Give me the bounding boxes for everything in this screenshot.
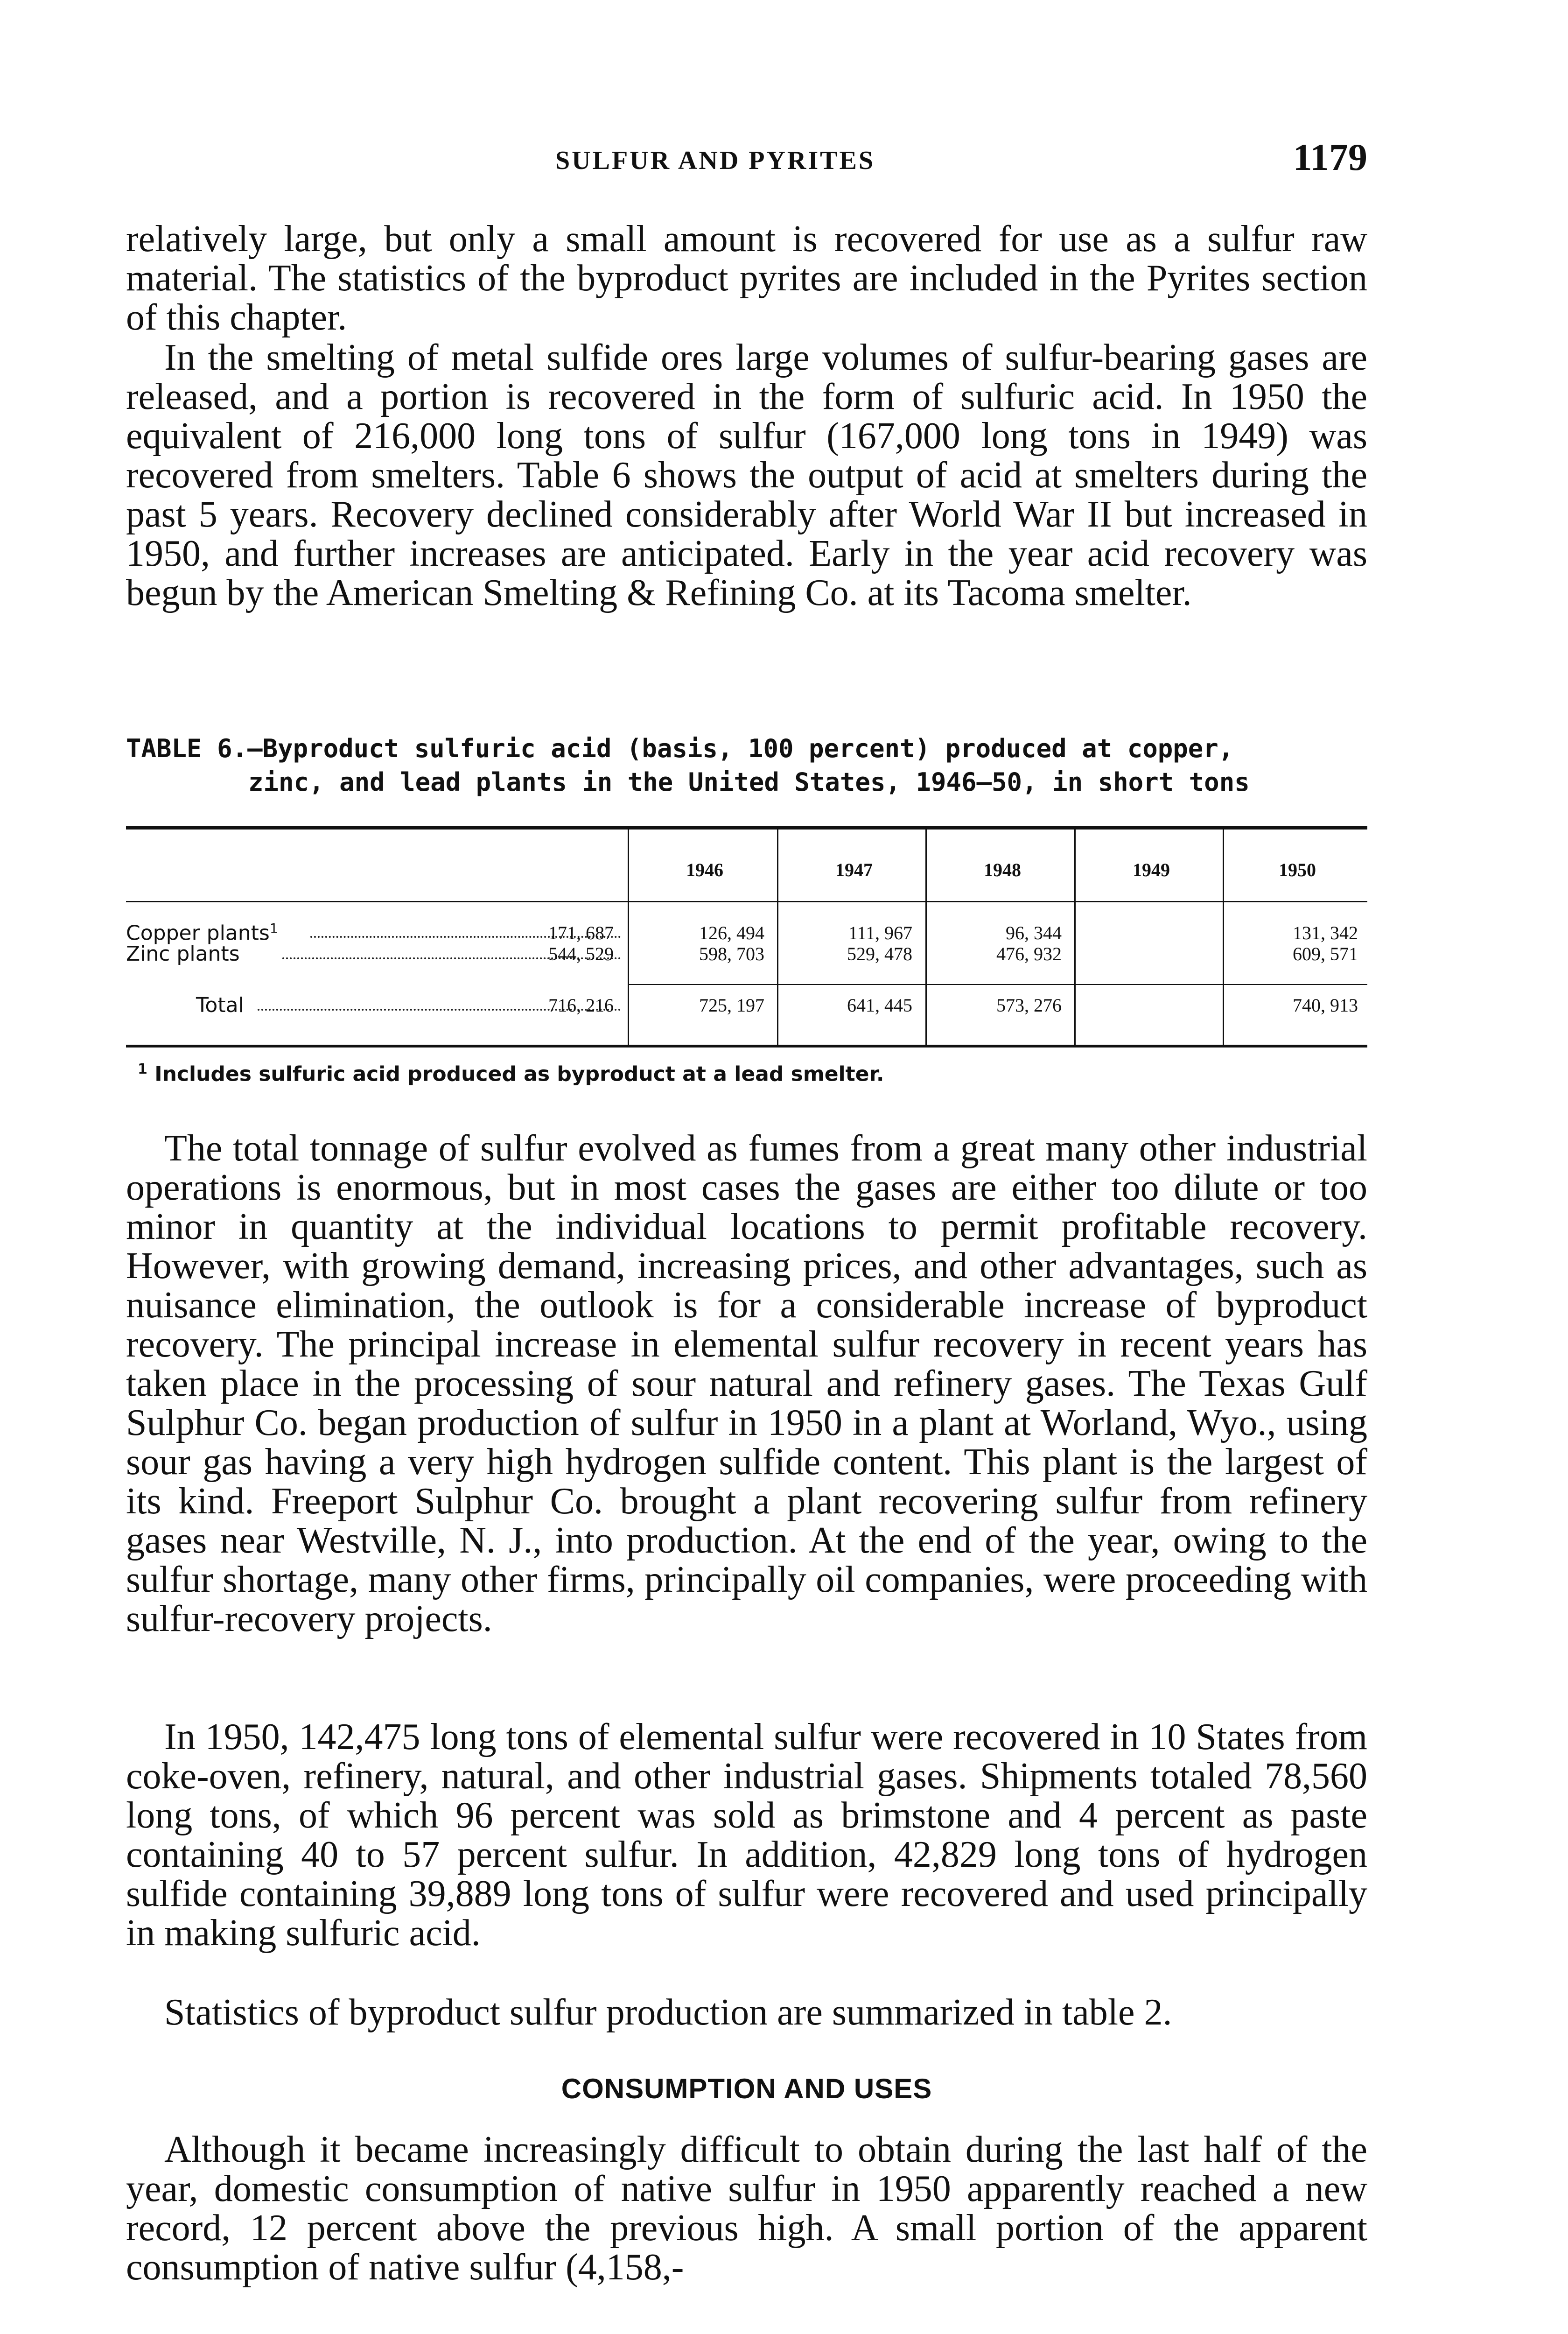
row-label-total: Total [196,993,244,1017]
year-header-1948: 1948 [984,859,1021,880]
table-cell: 131, 342 [1293,922,1358,943]
paragraph-consumption: Although it became increasingly difficult to obtain during the last half of the year, domestic consumption of native sulfur in 1950 apparently reached a new record, 12 percent above the previous high. A small portion of the apparent consumption of native sulfur (4,158,- [126,2129,1367,2288]
paragraph-smelting: In the smelting of metal sulfide ores large volumes of sulfur-bearing gases are released, and a portion is recovered in the form of sulfuric acid. In 1950 the equivalent of 216,000 long tons of sulfur (167,000 long tons in 1949) was recovered from smelters. Table 6 shows the output of acid at smelters during the past 5 years. Recovery declined considerably after World War II but increased in 1950, and further increases are anticipated. Early in the year acid recovery was begun by the American Smelting & Refining Co. at its Tacoma smelter. [126,337,1367,613]
year-header-1949: 1949 [1133,859,1170,880]
row-label-zinc-plants: Zinc plants [126,942,240,966]
table-bottom-rule [126,1045,1367,1047]
table-cell: 529, 478 [847,943,912,964]
table-cell: 740, 913 [1293,995,1358,1016]
footnote-text: Includes sulfuric acid produced as byproduct at a lead smelter. [154,1062,884,1086]
footnote-mark: 1 [138,1061,147,1077]
table-cell: 171, 687 [548,922,614,943]
total-rule [629,984,1367,985]
table-cell: 476, 932 [996,943,1062,964]
table-cell: 716, 216 [548,995,614,1016]
table-caption-line-2: zinc, and lead plants in the United States, 1946–50, in short tons [248,767,1250,797]
page-number: 1179 [1293,136,1367,178]
column-divider [628,829,629,1046]
year-header-1946: 1946 [686,859,723,880]
footnote-mark: 1 [269,921,278,936]
table-cell: 725, 197 [699,995,764,1016]
table-cell: 641, 445 [847,995,912,1016]
section-heading-consumption: CONSUMPTION AND USES [561,2073,932,2104]
year-header-1950: 1950 [1279,859,1316,880]
row-label-copper-plants [126,921,278,945]
column-divider [925,829,927,1046]
table-cell: 126, 494 [699,922,764,943]
paragraph-elemental-sulfur: In 1950, 142,475 long tons of elemental sulfur were recovered in 10 States from coke-oven, refinery, natural, and other industrial gases. Shipments totaled 78,560 long tons, of which 96 percent was sold as brimstone and 4 percent as paste containing 40 to 57 percent sulfur. In addition, 42,829 long tons of hydrogen sulfide containing 39,889 long tons of sulfur were recovered and used principally in making sulfuric acid. [126,1716,1367,1954]
table-caption-line-1: TABLE 6.—Byproduct sulfuric acid (basis, 100 percent) produced at copper, [126,734,1234,763]
column-divider [1223,829,1224,1046]
table-cell: 573, 276 [996,995,1062,1016]
paragraph-statistics: Statistics of byproduct sulfur production are summarized in table 2. [164,1992,1172,2033]
table-cell: 111, 967 [848,922,912,943]
table-cell: 544, 529 [548,943,614,964]
table-cell: 598, 703 [699,943,764,964]
header-title: SULFUR AND PYRITES [555,146,875,175]
table-cell: 609, 571 [1293,943,1358,964]
table-cell: 96, 344 [1006,922,1062,943]
paragraph-fumes: The total tonnage of sulfur evolved as fumes from a great many other industrial operations is enormous, but in most cases the gases are either too dilute or too minor in quantity at the individual locations to permit profitable recovery. However, with growing demand, increasing prices, and other advantages, such as nuisance elimination, the outlook is for a considerable increase of byproduct recovery. The principal increase in elemental sulfur recovery in recent years has taken place in the processing of sour natural and refinery gases. The Texas Gulf Sulphur Co. began production of sulfur in 1950 in a plant at Worland, Wyo., using sour gas having a very high hydrogen sulfide content. This plant is the largest of its kind. Freeport Sulphur Co. brought a plant recovering sulfur from refinery gases near Westville, N. J., into production. At the end of the year, owing to the sulfur shortage, many other firms, principally oil companies, were proceeding with sulfur-recovery projects. [126,1128,1367,1639]
table-footnote [138,1061,1351,1086]
year-header-1947: 1947 [835,859,873,880]
running-header [126,135,1367,187]
table-top-rule [126,826,1367,830]
column-divider [1074,829,1076,1046]
table-caption [126,732,1367,799]
row-label-text: Copper plants [126,921,270,945]
paragraph-intro: relatively large, but only a small amount is recovered for use as a sulfur raw material. The statistics of the byproduct pyrites are included in the Pyrites section of this chapter. [126,218,1367,338]
column-divider [777,829,778,1046]
sulfuric-acid-table [126,826,1367,1048]
table-header-rule [126,901,1367,902]
